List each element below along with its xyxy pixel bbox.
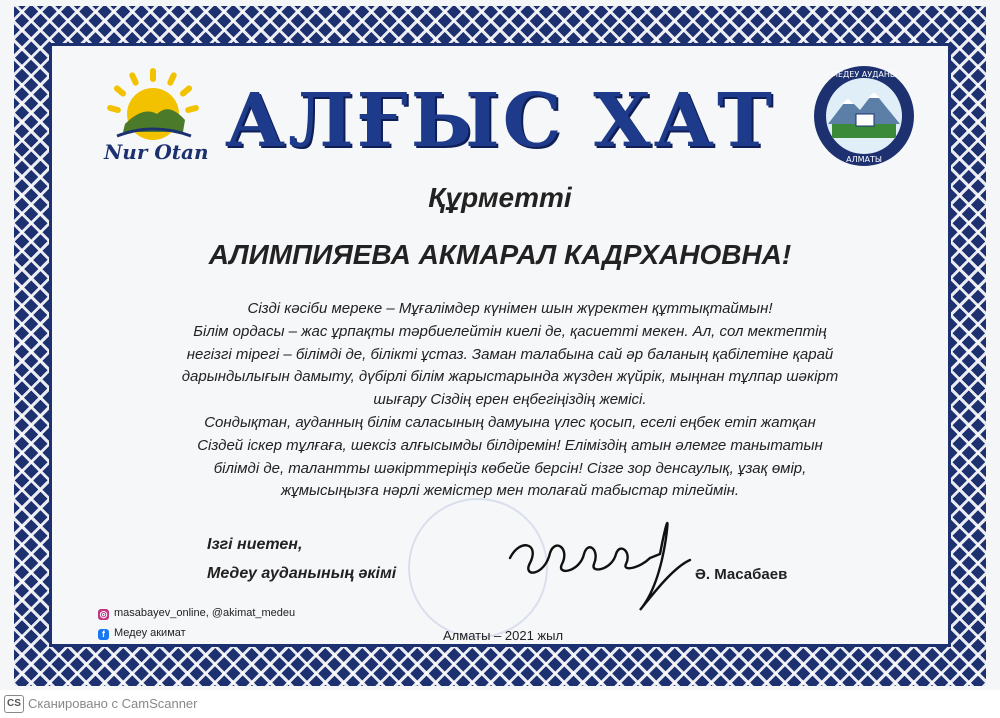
body-line: Білім ордасы – жас ұрпақты тәрбиелейтін киелі де, қасиетті мекен. Ал, сол мектептің: [193, 322, 827, 340]
handwritten-signature-icon: [500, 498, 700, 616]
emblem-bottom-text: АЛМАТЫ: [846, 155, 882, 164]
letter-body: [150, 298, 870, 503]
body-line: Сізді кәсіби мереке – Мұғалімдер күнімен шын жүректен құттықтаймын!: [247, 300, 773, 317]
body-line: Сіздей іскер тұлғаға, шексіз алғысымды білдіремін! Еліміздің атын әлемге танытатын: [197, 436, 823, 454]
body-line: дарындылығын дамыту, дүбірлі білім жарыстарында жүзден жүйрік, мыңнан тұлпар шәкірт: [181, 368, 839, 386]
greeting: Құрметті: [428, 182, 572, 213]
body-line: жұмысыңызға нәрлі жемістер мен толағай табыстар тілеймін.: [280, 482, 740, 500]
camscanner-text: Сканировано с CamScanner: [28, 696, 198, 711]
instagram-icon: ◎: [99, 609, 108, 619]
camscanner-icon: CS: [4, 695, 24, 713]
facebook-link[interactable]: [98, 623, 295, 643]
place-and-year: Алматы – 2021 жыл: [443, 628, 564, 643]
scanner-watermark-bar: [0, 690, 1000, 718]
recipient-name: АЛИМПИЯЕВА АКМАРАЛ КАДРХАНОВНА!: [208, 239, 792, 270]
signature-block: [207, 530, 396, 588]
instagram-handles: masabayev_online, @akimat_medeu: [114, 607, 296, 619]
body-line: негізгі тірегі – білімді де, білікті ұстаз. Заман талабына сай әр баланың қабілетіне қарай: [186, 345, 834, 363]
certificate-title: АЛҒЫС ХАТ: [224, 78, 776, 164]
facebook-page: Медеу акимат: [114, 627, 186, 639]
instagram-link[interactable]: [98, 603, 295, 623]
closing-phrase: Ізгі ниетен,: [207, 536, 303, 553]
body-line: шығару Сіздің ерен еңбегіңіздің жемісі.: [373, 391, 647, 409]
social-links: [98, 603, 295, 643]
facebook-icon: f: [98, 629, 109, 640]
signer-position: Медеу ауданының әкімі: [207, 565, 397, 582]
emblem-top-text: МЕДЕУ АУДАНЫ: [831, 70, 897, 79]
body-line: Сондықтан, ауданның білім саласының дамуына үлес қосып, еселі еңбек етіп жатқан: [204, 413, 816, 431]
signer-name: Ә. Масабаев: [695, 566, 788, 583]
body-line: білімді де, талантты шәкірттеріңіз көбейе берсін! Сізге зор денсаулық, ұзақ өмір,: [213, 459, 807, 477]
nur-otan-logo-text: Nur Otan: [104, 140, 209, 164]
